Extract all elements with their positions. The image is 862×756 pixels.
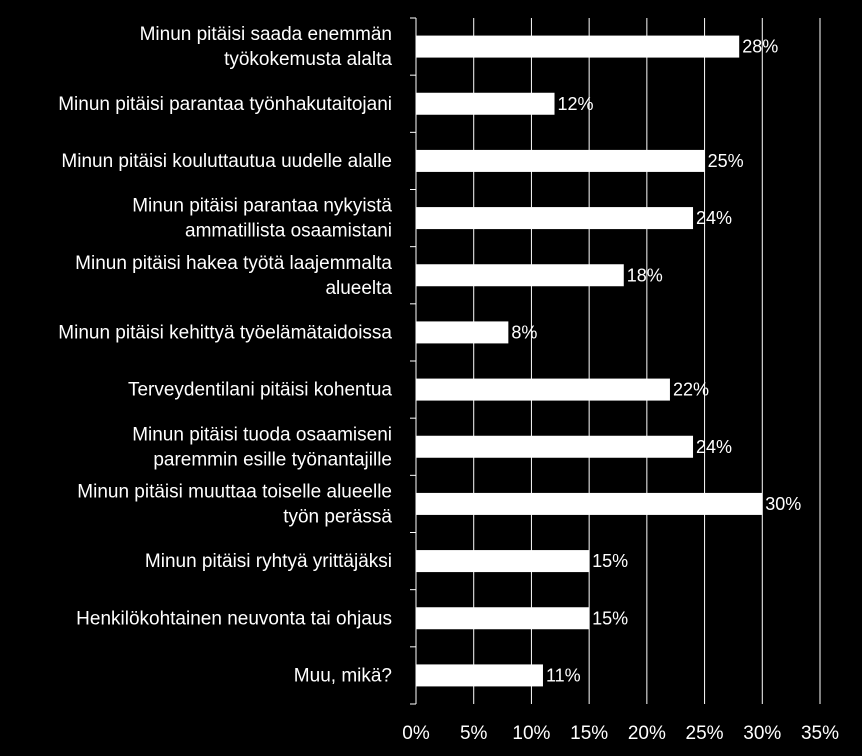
bar xyxy=(416,436,693,458)
data-label: 28% xyxy=(742,36,779,57)
bar xyxy=(416,207,693,229)
data-label: 11% xyxy=(545,665,581,686)
category-label: Terveydentilani pitäisi kohentua xyxy=(127,379,392,401)
category-label: Minun pitäisi parantaa työnhakutaitojani xyxy=(58,93,392,115)
data-label: 24% xyxy=(696,208,733,229)
data-label: 8% xyxy=(511,322,538,343)
category-label: Muu, mikä? xyxy=(293,665,392,687)
data-label: 25% xyxy=(707,150,744,171)
category-label: Minun pitäisi tuoda osaamiseni paremmin esille työnantajille xyxy=(132,424,392,471)
gridlines xyxy=(474,18,820,704)
category-label: Minun pitäisi parantaa nykyistä ammatillista osaamistani xyxy=(132,195,392,242)
x-tick-label: 5% xyxy=(459,723,488,744)
x-tick-label: 30% xyxy=(743,723,782,744)
bar xyxy=(416,36,739,58)
data-label: 18% xyxy=(626,265,663,286)
data-label: 30% xyxy=(765,493,802,514)
x-tick-labels xyxy=(402,723,839,744)
y-axis xyxy=(410,18,416,704)
x-tick-label: 20% xyxy=(627,723,666,744)
data-labels xyxy=(511,37,801,686)
bar xyxy=(416,493,762,515)
category-label: Minun pitäisi saada enemmän työkokemusta alalta xyxy=(139,24,392,71)
bar xyxy=(416,550,589,572)
x-tick-label: 10% xyxy=(512,723,551,744)
category-label: Minun pitäisi hakea työtä laajemmalta alueelta xyxy=(75,252,392,299)
category-label: Henkilökohtainen neuvonta tai ohjaus xyxy=(76,608,392,630)
bar xyxy=(416,379,670,401)
data-label: 15% xyxy=(592,551,629,572)
category-label: Minun pitäisi kehittyä työelämätaidoissa xyxy=(58,322,392,344)
bar xyxy=(416,264,624,286)
bar xyxy=(416,150,705,172)
bar xyxy=(416,664,543,686)
data-label: 24% xyxy=(696,436,733,457)
category-labels xyxy=(58,24,392,686)
data-label: 15% xyxy=(592,608,629,629)
bar xyxy=(416,321,508,343)
category-label: Minun pitäisi kouluttautua uudelle alalle xyxy=(61,150,392,172)
x-tick-label: 35% xyxy=(800,723,840,744)
bar xyxy=(416,93,555,115)
x-tick-label: 25% xyxy=(685,723,724,744)
data-label: 12% xyxy=(557,93,594,114)
category-label: Minun pitäisi ryhtyä yrittäjäksi xyxy=(144,551,392,573)
x-tick-label: 0% xyxy=(402,723,430,744)
bar xyxy=(416,607,589,629)
category-label: Minun pitäisi muuttaa toiselle alueelle työn perässä xyxy=(77,481,392,528)
x-tick-label: 15% xyxy=(570,723,609,744)
data-label: 22% xyxy=(672,379,709,400)
